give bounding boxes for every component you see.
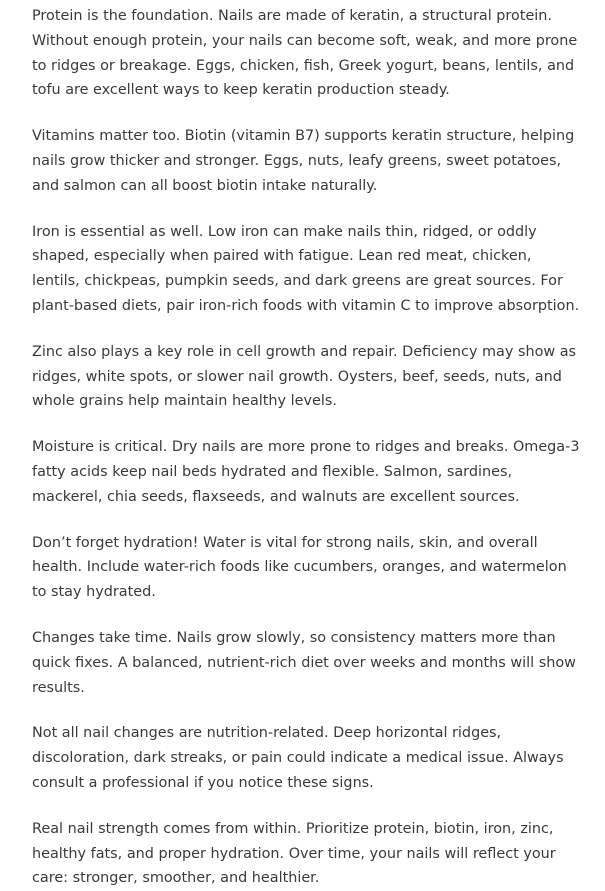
paragraph-medical: Not all nail changes are nutrition-related. Deep horizontal ridges, discoloration, dark streaks, or pain could indicate a medical issue. Always consult a professional if you notice these signs. [32, 725, 564, 791]
paragraph-hydration: Don’t forget hydration! Water is vital for strong nails, skin, and overall health. Include water-rich foods like cucumbers, oranges, and watermelon to stay hydrated. [32, 534, 567, 601]
paragraph-conclusion: Real nail strength comes from within. Prioritize protein, biotin, iron, zinc, healthy fats, and proper hydration. Over time, your nails will reflect your care: stronger, smoother, and healthier. [32, 820, 556, 887]
paragraph-protein: Protein is the foundation. Nails are made of keratin, a structural protein. Without enough protein, your nails can become soft, weak, and more prone to ridges or breakage. Eggs, chicken, fish, Greek yogurt, beans, lentils, and tofu are excellent ways to keep keratin production steady. [32, 8, 578, 99]
paragraph-time: Changes take time. Nails grow slowly, so consistency matters more than quick fixes. A balanced, nutrient-rich diet over weeks and months will show results. [32, 629, 576, 696]
paragraph-iron: Iron is essential as well. Low iron can make nails thin, ridged, or oddly shaped, especially when paired with fatigue. Lean red meat, chicken, lentils, chickpeas, pumpkin seeds, and dark greens are great sources. For plant-based diets, pair iron-rich foods with vitamin C to improve absorption. [32, 223, 580, 314]
paragraph-zinc: Zinc also plays a key role in cell growth and repair. Deficiency may show as ridges, white spots, or slower nail growth. Oysters, beef, seeds, nuts, and whole grains help maintain healthy levels. [32, 343, 577, 410]
paragraph-moisture: Moisture is critical. Dry nails are more prone to ridges and breaks. Omega-3 fatty acids keep nail beds hydrated and flexible. Salmon, sardines, mackerel, chia seeds, flaxseeds, and walnuts are excellent sources. [32, 439, 580, 505]
paragraph-vitamins: Vitamins matter too. Biotin (vitamin B7) supports keratin structure, helping nails grow thicker and stronger. Eggs, nuts, leafy greens, sweet potatoes, and salmon can all boost biotin intake naturally. [32, 128, 575, 194]
